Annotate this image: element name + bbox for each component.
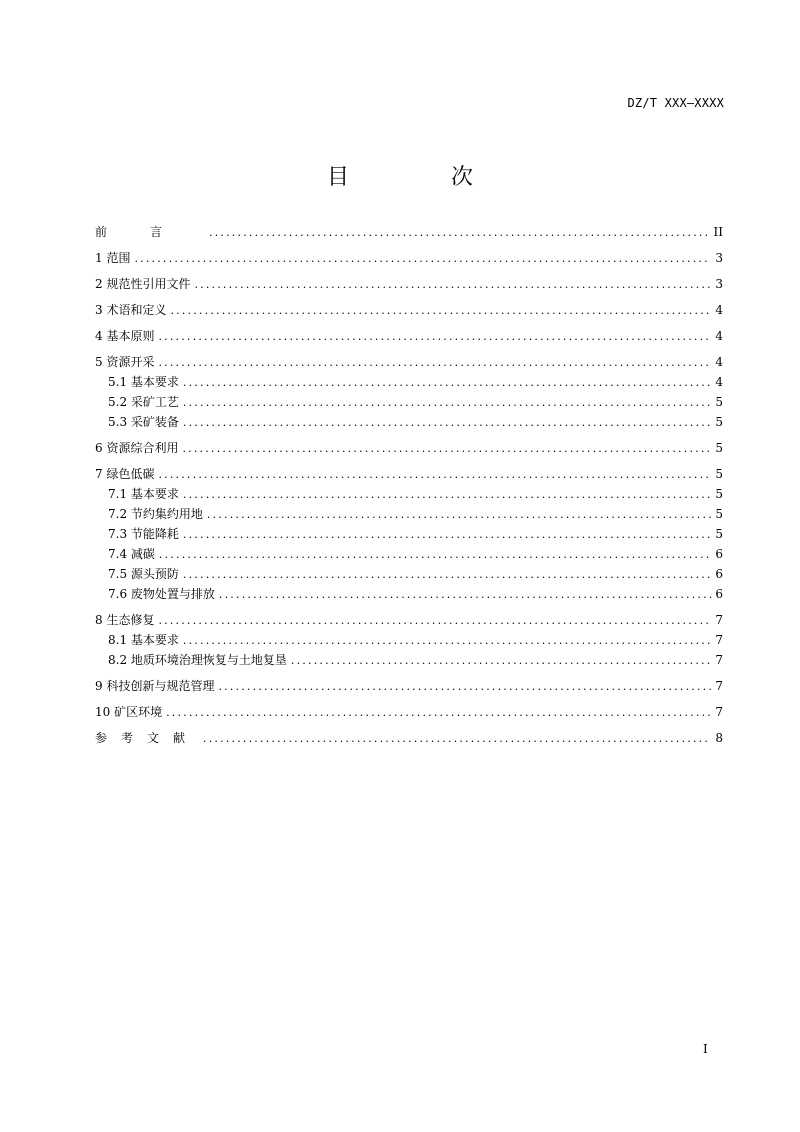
toc-entry-label: 5 资源开采 — [95, 355, 155, 369]
dot-leader — [158, 611, 711, 630]
table-of-contents — [95, 222, 723, 748]
toc-entry-page: 7 — [715, 633, 723, 647]
toc-entry-label: 6 资源综合利用 — [95, 441, 179, 455]
toc-entry-page: 6 — [715, 547, 723, 561]
page-title: 目 次 — [326, 165, 513, 190]
toc-entry[interactable] — [95, 564, 723, 584]
dot-leader — [194, 275, 711, 294]
toc-entry-page: 8 — [715, 731, 723, 745]
toc-entry-label: 7.6 废物处置与排放 — [108, 587, 215, 601]
toc-entry[interactable] — [95, 464, 723, 484]
toc-entry-label: 8.2 地质环境治理恢复与土地复垦 — [108, 653, 287, 667]
toc-entry[interactable] — [95, 438, 723, 458]
dot-leader — [159, 545, 711, 564]
toc-entry-label: 前言 — [95, 225, 206, 239]
toc-entry[interactable] — [95, 248, 723, 268]
toc-entry-page: 5 — [715, 507, 723, 521]
toc-entry[interactable] — [95, 524, 723, 544]
toc-entry-page: 5 — [715, 527, 723, 541]
toc-entry-page: 6 — [715, 587, 723, 601]
toc-entry-label: 5.1 基本要求 — [108, 375, 179, 389]
toc-entry-page: 6 — [715, 567, 723, 581]
toc-entry[interactable] — [95, 412, 723, 432]
toc-entry-label: 参考文献 — [95, 731, 200, 745]
dot-leader — [183, 373, 711, 392]
toc-entry-page: 4 — [715, 303, 723, 317]
dot-leader — [183, 631, 711, 650]
toc-entry[interactable] — [95, 504, 723, 524]
toc-entry[interactable] — [95, 650, 723, 670]
dot-leader — [183, 413, 711, 432]
toc-entry-page: 3 — [715, 277, 723, 291]
toc-entry[interactable] — [95, 484, 723, 504]
toc-entry-page: 5 — [715, 467, 723, 481]
toc-entry-label: 7.1 基本要求 — [108, 487, 179, 501]
toc-entry[interactable] — [95, 702, 723, 722]
toc-entry-label: 7.5 源头预防 — [108, 567, 179, 581]
dot-leader — [158, 327, 711, 346]
toc-entry-page: 5 — [715, 395, 723, 409]
toc-entry[interactable] — [95, 676, 723, 696]
toc-entry-label: 5.3 采矿装备 — [108, 415, 179, 429]
toc-entry-label: 7.2 节约集约用地 — [108, 507, 203, 521]
toc-entry-label: 3 术语和定义 — [95, 303, 167, 317]
toc-entry-label: 8 生态修复 — [95, 613, 155, 627]
toc-entry[interactable] — [95, 392, 723, 412]
dot-leader — [182, 439, 711, 458]
toc-entry[interactable] — [95, 630, 723, 650]
dot-leader — [183, 565, 711, 584]
toc-entry[interactable] — [95, 372, 723, 392]
dot-leader — [291, 651, 711, 670]
dot-leader — [170, 301, 711, 320]
toc-entry-label: 4 基本原则 — [95, 329, 155, 343]
toc-entry-page: 5 — [715, 441, 723, 455]
dot-leader — [209, 223, 710, 242]
toc-entry-label: 1 范围 — [95, 251, 131, 265]
toc-entry-page: 5 — [715, 487, 723, 501]
toc-entry[interactable] — [95, 610, 723, 630]
dot-leader — [183, 393, 711, 412]
toc-entry-label: 5.2 采矿工艺 — [108, 395, 179, 409]
toc-entry[interactable] — [95, 326, 723, 346]
toc-entry[interactable] — [95, 352, 723, 372]
toc-entry-page: 3 — [715, 251, 723, 265]
toc-entry-label: 7 绿色低碳 — [95, 467, 155, 481]
toc-entry-page: 4 — [715, 375, 723, 389]
dot-leader — [158, 353, 711, 372]
toc-entry-page: 4 — [715, 329, 723, 343]
dot-leader — [218, 677, 711, 696]
toc-entry-page: II — [713, 225, 723, 239]
toc-entry-page: 5 — [715, 415, 723, 429]
dot-leader — [134, 249, 711, 268]
dot-leader — [166, 703, 711, 722]
toc-entry-page: 7 — [715, 613, 723, 627]
toc-entry-label: 7.3 节能降耗 — [108, 527, 179, 541]
toc-entry[interactable] — [95, 728, 723, 748]
toc-entry[interactable] — [95, 544, 723, 564]
toc-entry-label: 7.4 减碳 — [108, 547, 155, 561]
page-number: I — [703, 1042, 708, 1056]
dot-leader — [183, 485, 711, 504]
toc-entry-label: 2 规范性引用文件 — [95, 277, 191, 291]
toc-entry[interactable] — [95, 274, 723, 294]
dot-leader — [207, 505, 711, 524]
toc-entry[interactable] — [95, 300, 723, 320]
toc-entry-label: 9 科技创新与规范管理 — [95, 679, 215, 693]
toc-entry[interactable] — [95, 584, 723, 604]
toc-entry-page: 4 — [715, 355, 723, 369]
dot-leader — [158, 465, 711, 484]
dot-leader — [219, 585, 711, 604]
toc-entry[interactable] — [95, 222, 723, 242]
toc-entry-label: 8.1 基本要求 — [108, 633, 179, 647]
document-code: DZ/T XXX—XXXX — [627, 96, 724, 110]
dot-leader — [183, 525, 711, 544]
dot-leader — [203, 729, 711, 748]
toc-entry-page: 7 — [715, 679, 723, 693]
toc-entry-page: 7 — [715, 653, 723, 667]
toc-entry-page: 7 — [715, 705, 723, 719]
toc-entry-label: 10 矿区环境 — [95, 705, 163, 719]
